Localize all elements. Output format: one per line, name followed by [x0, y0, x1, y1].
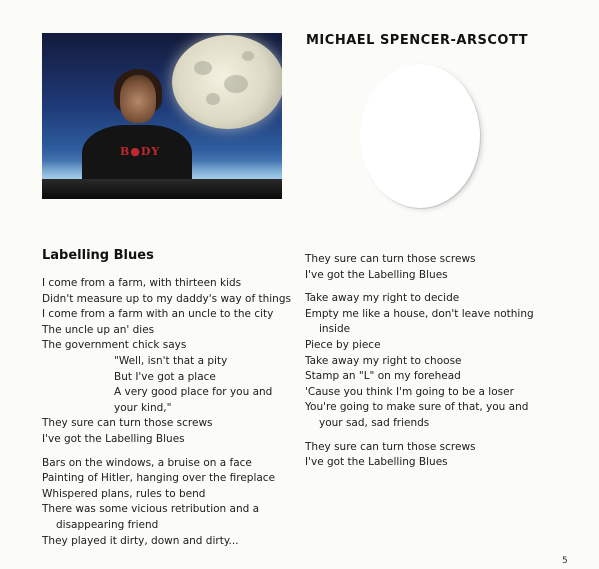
- lyric-line: I come from a farm, with thirteen kids: [42, 277, 242, 289]
- lyric-line: I've got the Labelling Blues: [42, 432, 185, 445]
- lyrics-left-column: [42, 276, 302, 549]
- lyric-line: 'Cause you think I'm going to be a loser: [305, 385, 514, 398]
- lyric-line: I've got the Labelling Blues: [305, 268, 448, 281]
- lyric-line: Didn't measure up to my daddy's way of things: [42, 292, 291, 305]
- lyric-line: Take away my right to decide: [305, 292, 460, 305]
- lyric-line: Whispered plans, rules to bend: [42, 487, 206, 500]
- lyric-line: Empty me like a house, don't leave nothing: [305, 307, 534, 320]
- figure-head: [120, 75, 156, 123]
- lyrics-right-column: [305, 252, 565, 471]
- lyric-line: your kind,": [114, 401, 172, 414]
- lyric-line: I come from a farm with an uncle to the city: [42, 308, 274, 321]
- lyric-line: Bars on the windows, a bruise on a face: [42, 456, 252, 469]
- artist-photo: [42, 33, 282, 199]
- lyric-line: But I've got a place: [114, 370, 216, 383]
- lyric-line: They sure can turn those screws: [305, 253, 476, 265]
- lyric-line: Piece by piece: [305, 338, 381, 351]
- author-name: MICHAEL SPENCER-ARSCOTT: [306, 33, 528, 48]
- lyric-line: The government chick says: [42, 339, 187, 352]
- foreground-wall: [42, 179, 282, 199]
- lyric-line: inside: [319, 323, 351, 336]
- shirt-print-graphic: B●DY: [120, 145, 161, 158]
- cd-cutout-circle: [360, 64, 480, 208]
- lyric-line: Painting of Hitler, hanging over the fireplace: [42, 472, 276, 485]
- lyric-line: Take away my right to choose: [305, 354, 462, 367]
- song-title: Labelling Blues: [42, 248, 154, 263]
- lyric-line: "Well, isn't that a pity: [114, 354, 228, 367]
- lyric-line: I've got the Labelling Blues: [305, 456, 448, 469]
- lyric-line: disappearing friend: [56, 518, 159, 531]
- moon-image: [172, 35, 282, 129]
- lyric-line: There was some vicious retribution and a: [42, 503, 260, 516]
- lyric-line: your sad, sad friends: [319, 416, 430, 429]
- lyric-line: The uncle up an' dies: [42, 323, 155, 336]
- lyric-line: You're going to make sure of that, you and: [305, 401, 529, 414]
- lyric-line: Stamp an "L" on my forehead: [305, 370, 461, 383]
- page-number: 5: [562, 556, 568, 566]
- lyric-line: They sure can turn those screws: [305, 440, 476, 453]
- lyric-line: They played it dirty, down and dirty...: [42, 534, 239, 547]
- lyric-line: They sure can turn those screws: [42, 417, 213, 430]
- lyric-line: A very good place for you and: [114, 386, 273, 399]
